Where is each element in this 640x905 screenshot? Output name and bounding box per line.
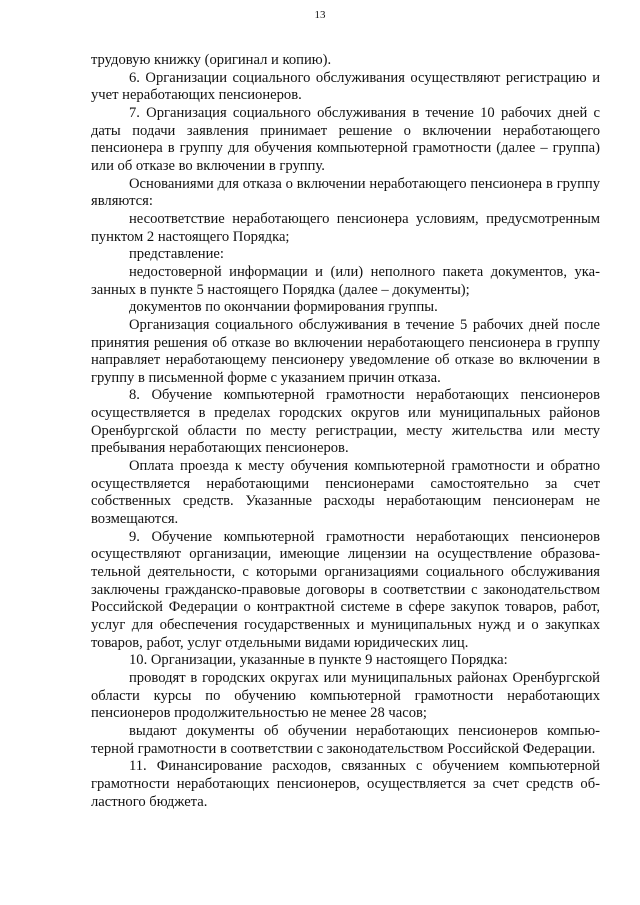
paragraph: 11. Финансирование расходов, связанных с обучением компьютерной грамотности неработающих пенсионеров, осуществляется за счет средств областного бюджета. — [91, 758, 600, 810]
page-number: 13 — [314, 9, 326, 21]
paragraph: 7. Организация социального обслуживания в течение 10 рабочих дней с даты подачи заявления принимает решение о включении неработающего пенсионера в группу для обучения компьютерной грамотности (далее – группа) или об отказе во включении в группу. — [91, 104, 600, 174]
paragraph: несоответствие неработающего пенсионера условиям, предусмотренным пунктом 2 настоящего Порядка; — [91, 210, 600, 245]
paragraph: 10. Организации, указанные в пункте 9 настоящего Порядка: — [129, 652, 508, 669]
paragraph: документов по окончании формирования группы. — [129, 299, 438, 316]
paragraph: трудовую книжку (оригинал и копию). — [91, 52, 332, 68]
document-body — [91, 52, 600, 811]
paragraph: 6. Организации социального обслуживания осуществляют регистрацию и учет неработающих пенсионеров. — [91, 69, 600, 104]
paragraph: Организация социального обслуживания в течение 5 рабочих дней после принятия решения об отказе во включении неработающего пенсионера в группу направляет неработающему пенсионеру уведомление об отказе во включении в группу в письменной форме с указанием причин отказа. — [91, 316, 600, 386]
paragraph: выдают документы об обучении неработающих пенсионеров компьютерной грамотности в соответствии с законодательством Российской Федерации. — [91, 722, 600, 757]
paragraph: Основаниями для отказа о включении неработающего пенсионера в группу являются: — [91, 175, 600, 210]
paragraph: 8. Обучение компьютерной грамотности неработающих пенсионеров осуществляется в пределах городских округов или муниципальных районов Оренбургской области по месту регистрации, месту жительства или месту пребывания неработающих пенсионеров. — [91, 387, 600, 457]
paragraph: проводят в городских округах или муниципальных районах Оренбургской области курсы по обучению компьютерной грамотности неработающих пенсионеров продолжительностью не менее 28 часов; — [91, 669, 600, 722]
paragraph: представление: — [129, 246, 224, 263]
paragraph: Оплата проезда к месту обучения компьютерной грамотности и обратно осуществляется неработающими пенсионерами самостоятельно за счет собственных средств. Указанные расходы неработающим пенсионерам не возмещаются. — [91, 458, 600, 528]
paragraph: 9. Обучение компьютерной грамотности неработающих пенсионеров осуществляют организации, имеющие лицензии на осуществление образовательной деятельности, с которыми организациями социального обслуживания заключены гражданско-правовые договоры в соответствии с законодательством Российской Федерации о контрактной системе в сфере закупок товаров, работ, услуг для обеспечения государственных и муниципальных нужд и о закупках товаров, работ, услуг отдельными видами юридических лиц. — [91, 528, 600, 651]
paragraph: недостоверной информации и (или) неполного пакета документов, указанных в пункте 5 настоящего Порядка (далее – документы); — [91, 263, 600, 298]
